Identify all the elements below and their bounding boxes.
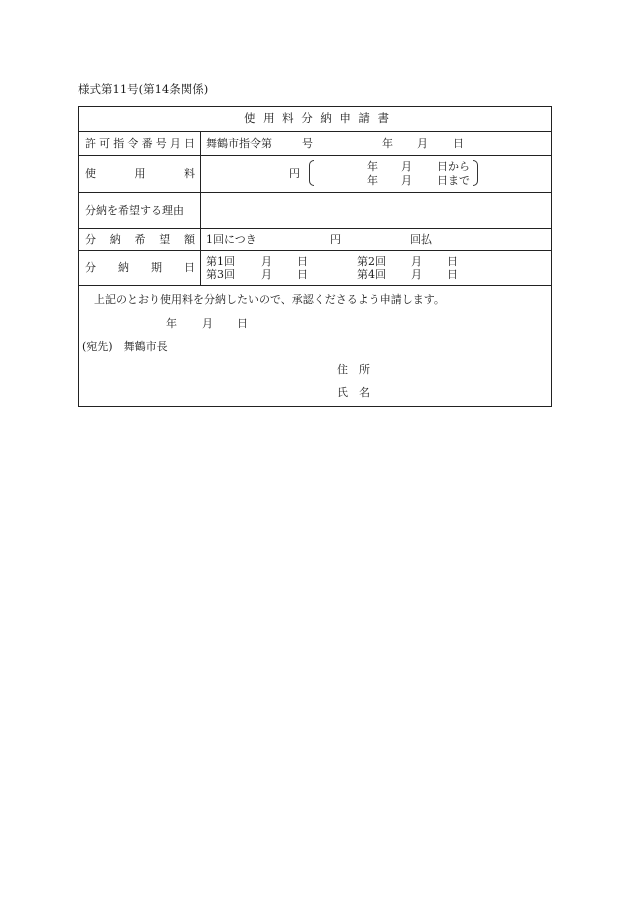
divider-due (78, 285, 552, 286)
period-from-year: 年 (367, 160, 378, 173)
form-title (244, 113, 389, 125)
installment-kaibarai: 回払 (410, 233, 432, 246)
divider-permit (78, 155, 552, 156)
due-2-month: 月 (411, 255, 422, 268)
period-from-month: 月 (401, 160, 412, 173)
request-statement: 上記のとおり使用料を分納したいので、承認くださるよう申請します。 (94, 293, 445, 306)
installment-label: 分 納 希 望 額 (85, 233, 195, 246)
request-year: 年 (166, 317, 177, 330)
divider-installment (78, 250, 552, 251)
due-1-label: 第1回 (206, 255, 235, 268)
request-month: 月 (202, 317, 213, 330)
title-char: 納 (320, 111, 332, 125)
due-2-label: 第2回 (357, 255, 386, 268)
bracket-left (309, 160, 314, 186)
title-char: 分 (301, 111, 313, 125)
due-2-day: 日 (447, 255, 458, 268)
permit-go: 号 (302, 137, 313, 150)
title-char: 用 (263, 111, 275, 125)
form-number: 様式第11号(第14条関係) (78, 82, 209, 96)
addressee: (宛先) 舞鶴市長 (82, 340, 168, 353)
fee-label: 使 用 料 (85, 167, 195, 180)
period-to-month: 月 (401, 174, 412, 187)
form-frame (78, 106, 552, 407)
divider-title (78, 131, 552, 132)
period-from-day: 日から (437, 160, 470, 173)
due-3-day: 日 (297, 268, 308, 281)
request-day: 日 (237, 317, 248, 330)
installment-yen: 円 (330, 233, 341, 246)
divider-fee (78, 192, 552, 193)
permit-year: 年 (382, 137, 393, 150)
name-label: 氏 名 (337, 386, 370, 399)
permit-day: 日 (453, 137, 464, 150)
divider-reason (78, 228, 552, 229)
divider-label-column (200, 131, 201, 285)
period-to-day: 日まで (437, 174, 470, 187)
due-1-day: 日 (297, 255, 308, 268)
address-label: 住 所 (337, 363, 370, 376)
title-char: 使 (244, 111, 256, 125)
permit-label: 許 可 指 令 番 号 月 日 (85, 137, 195, 150)
due-label: 分 納 期 日 (85, 261, 195, 274)
reason-field[interactable] (202, 194, 550, 226)
due-3-month: 月 (261, 268, 272, 281)
permit-month: 月 (417, 137, 428, 150)
title-char: 書 (377, 111, 389, 125)
title-char: 料 (282, 111, 294, 125)
reason-label: 分納を希望する理由 (85, 204, 184, 217)
installment-per-time: 1回につき (206, 233, 257, 246)
due-4-day: 日 (447, 268, 458, 281)
bracket-right (473, 160, 478, 186)
due-4-label: 第4回 (357, 268, 386, 281)
fee-yen: 円 (289, 167, 300, 180)
permit-prefix: 舞鶴市指令第 (206, 137, 272, 150)
period-to-year: 年 (367, 174, 378, 187)
title-char: 申 (339, 111, 351, 125)
due-1-month: 月 (261, 255, 272, 268)
due-4-month: 月 (411, 268, 422, 281)
title-char: 請 (358, 111, 370, 125)
due-3-label: 第3回 (206, 268, 235, 281)
